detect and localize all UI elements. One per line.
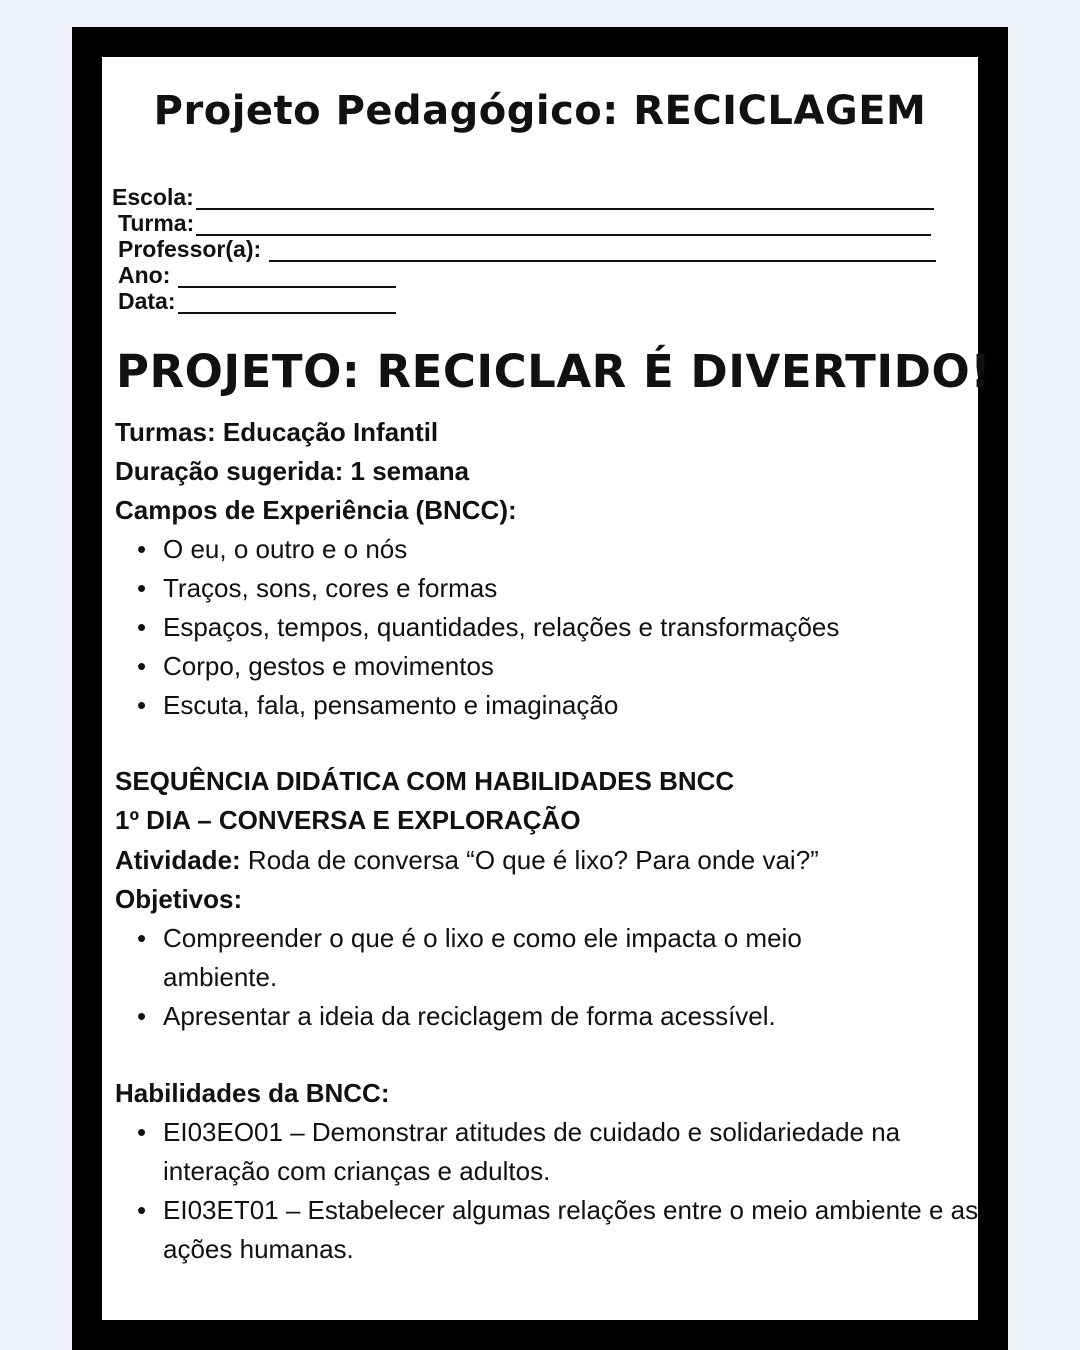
atividade-value: Roda de conversa “O que é lixo? Para onde vai?” xyxy=(247,845,819,875)
bullet: • xyxy=(137,690,147,720)
turmas-line xyxy=(115,413,438,452)
list-item xyxy=(115,997,875,1036)
escola-blank[interactable] xyxy=(196,188,934,210)
data-field xyxy=(118,288,396,314)
bullet: • xyxy=(137,1117,147,1147)
list-item xyxy=(115,647,970,686)
list-item-text: Corpo, gestos e movimentos xyxy=(163,651,494,681)
data-label: Data: xyxy=(118,288,176,314)
page-title: Projeto Pedagógico: RECICLAGEM xyxy=(153,88,927,134)
list-item-text: EI03EO01 – Demonstrar atitudes de cuidado e solidariedade na interação com crianças e adultos. xyxy=(163,1117,901,1186)
professor-label: Professor(a): xyxy=(118,236,262,262)
list-item-text: EI03ET01 – Estabelecer algumas relações entre o meio ambiente e as ações humanas. xyxy=(163,1195,979,1264)
professor-field xyxy=(118,236,936,262)
list-item-text: Escuta, fala, pensamento e imaginação xyxy=(163,690,619,720)
duracao-line xyxy=(115,452,469,491)
escola-field xyxy=(112,184,934,210)
campos-label: Campos de Experiência (BNCC): xyxy=(115,495,517,525)
list-item xyxy=(115,530,970,569)
objetivos-label: Objetivos: xyxy=(115,884,243,914)
list-item-text: O eu, o outro e o nós xyxy=(163,534,408,564)
list-item-text: Espaços, tempos, quantidades, relações e transformações xyxy=(163,612,840,642)
list-item xyxy=(115,919,875,997)
bullet: • xyxy=(137,923,147,953)
data-blank[interactable] xyxy=(178,292,396,314)
list-item xyxy=(115,569,970,608)
bullet: • xyxy=(137,534,147,564)
sequence-heading: SEQUÊNCIA DIDÁTICA COM HABILIDADES BNCC xyxy=(115,766,735,796)
turma-blank[interactable] xyxy=(196,214,931,236)
objetivos-list xyxy=(115,919,875,1036)
list-item xyxy=(115,686,970,725)
ano-field xyxy=(118,262,396,288)
habilidades-label: Habilidades da BNCC: xyxy=(115,1078,390,1108)
turmas-value: Educação Infantil xyxy=(222,417,439,447)
document-sheet xyxy=(102,57,992,1320)
list-item-text: Traços, sons, cores e formas xyxy=(163,573,498,603)
escola-label: Escola: xyxy=(112,184,194,210)
bullet: • xyxy=(137,612,147,642)
bullet: • xyxy=(137,573,147,603)
list-item xyxy=(115,1191,980,1269)
project-title: PROJETO: RECICLAR É DIVERTIDO! xyxy=(116,345,992,398)
list-item-text: Apresentar a ideia da reciclagem de forma acessível. xyxy=(163,1001,776,1031)
atividade-label: Atividade: xyxy=(115,845,241,875)
duracao-value: 1 semana xyxy=(350,456,470,486)
turmas-label: Turmas: xyxy=(115,417,216,447)
list-item xyxy=(115,608,970,647)
atividade-line xyxy=(115,841,819,880)
day1-heading: 1º DIA – CONVERSA E EXPLORAÇÃO xyxy=(115,805,581,835)
bullet: • xyxy=(137,651,147,681)
bullet: • xyxy=(137,1195,147,1225)
campos-list xyxy=(115,530,970,725)
professor-blank[interactable] xyxy=(269,240,936,262)
bullet: • xyxy=(137,1001,147,1031)
ano-label: Ano: xyxy=(118,262,171,288)
turma-field xyxy=(118,210,931,236)
list-item-text: Compreender o que é o lixo e como ele impacta o meio ambiente. xyxy=(163,923,802,992)
ano-blank[interactable] xyxy=(178,266,396,288)
habilidades-list xyxy=(115,1113,980,1269)
turma-label: Turma: xyxy=(118,210,195,236)
duracao-label: Duração sugerida: xyxy=(115,456,344,486)
list-item xyxy=(115,1113,980,1191)
